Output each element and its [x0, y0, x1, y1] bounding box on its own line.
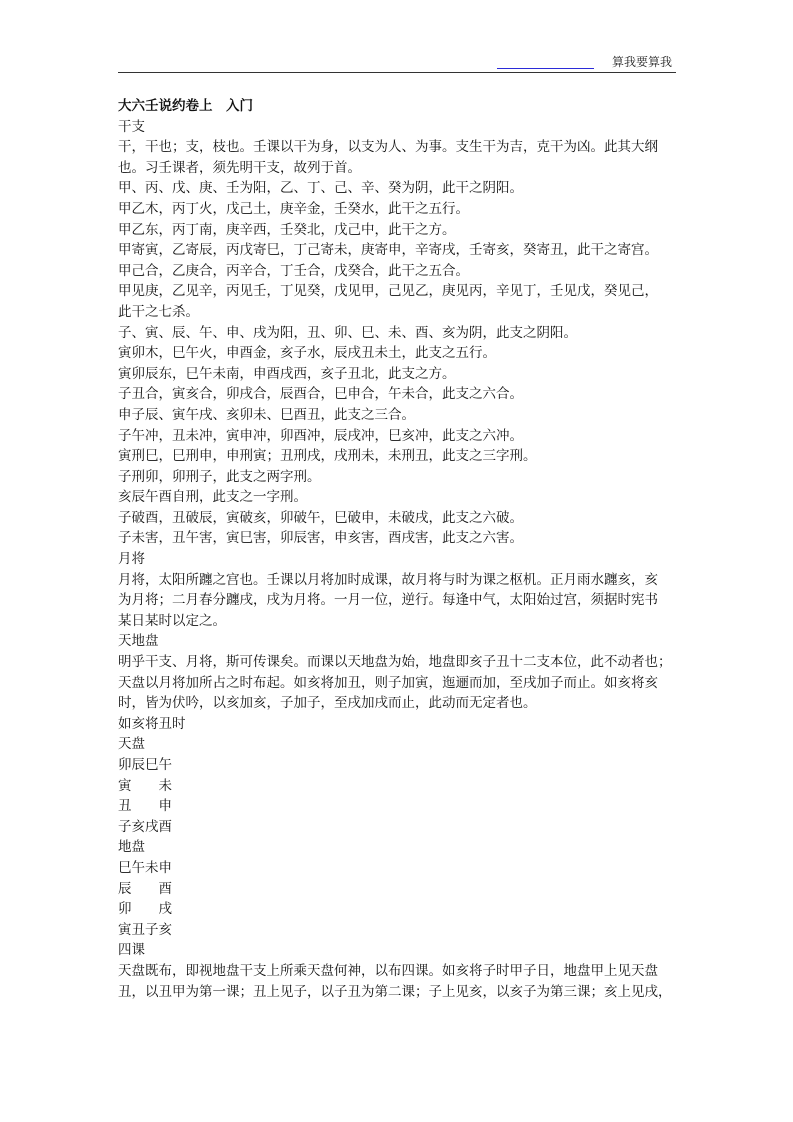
- text-line: 子刑卯，卯刑子，此支之两字刑。: [118, 468, 321, 485]
- text-line: 寅刑巳，巳刑申，申刑寅；丑刑戌，戌刑未，未刑丑，此支之三字刑。: [118, 448, 537, 465]
- text-line: 天盘既布，即视地盘干支上所乘天盘何神，以布四课。如亥将子时甲子日，地盘甲上见天盘: [118, 962, 658, 979]
- text-line: 甲见庚，乙见辛，丙见壬，丁见癸，戊见甲，己见乙，庚见丙，辛见丁，壬见戊，癸见己，: [118, 283, 658, 300]
- text-line: 某日某时以定之。: [118, 612, 226, 629]
- document-body: [118, 96, 680, 1002]
- text-line: 子未害，丑午害，寅巳害，卯辰害，申亥害，酉戌害，此支之六害。: [118, 530, 523, 547]
- text-line: 亥辰午酉自刑，此支之一字刑。: [118, 489, 307, 506]
- text-line: 子丑合，寅亥合，卯戌合，辰酉合，巳申合，午未合，此支之六合。: [118, 386, 523, 403]
- text-line: 天盘: [118, 736, 145, 753]
- text-line: 丑，以丑甲为第一课；丑上见子，以子丑为第二课；子上见亥，以亥子为第三课；亥上见戌，: [118, 983, 672, 1000]
- section-heading: 天地盘: [118, 633, 159, 650]
- text-line: 此干之七杀。: [118, 303, 199, 320]
- text-line: 子破酉，丑破辰，寅破亥，卯破午，巳破申，未破戌，此支之六破。: [118, 509, 523, 526]
- text-line: 寅卯木，巳午火，申酉金，亥子水，辰戌丑未土，此支之五行。: [118, 345, 496, 362]
- text-line: 辰 酉: [118, 880, 172, 897]
- text-line: 明乎干支、月将，斯可传课矣。而课以天地盘为始，地盘即亥子丑十二支本位，此不动者也；: [118, 654, 672, 671]
- text-line: 卯 戌: [118, 901, 172, 918]
- header-rule: [118, 72, 676, 73]
- header-link[interactable]: [497, 68, 594, 69]
- text-line: 子午冲，丑未冲，寅申冲，卯酉冲，辰戌冲，巳亥冲，此支之六冲。: [118, 427, 523, 444]
- text-line: 甲寄寅，乙寄辰，丙戊寄巳，丁己寄未，庚寄申，辛寄戌，壬寄亥，癸寄丑，此干之寄宫。: [118, 242, 658, 259]
- text-line: 巳午未申: [118, 859, 172, 876]
- text-line: 寅卯辰东，巳午未南，申酉戌西，亥子丑北，此支之方。: [118, 365, 456, 382]
- section-heading: 四课: [118, 942, 145, 959]
- text-line: 寅 未: [118, 777, 172, 794]
- text-line: 干，干也；支，枝也。壬课以干为身，以支为人、为事。支生干为吉，克干为凶。此其大纲: [118, 139, 658, 156]
- text-line: 时，皆为伏吟，以亥加亥，子加子，至戌加戌而止，此动而无定者也。: [118, 695, 537, 712]
- text-line: 地盘: [118, 839, 145, 856]
- text-line: 天盘以月将加所占之时布起。如亥将加丑，则子加寅，迤逦而加，至戌加子而止。如亥将亥: [118, 674, 658, 691]
- section-heading: 月将: [118, 551, 145, 568]
- text-line: 卯辰巳午: [118, 757, 172, 773]
- text-line: 甲乙东，丙丁南，庚辛西，壬癸北，戊己中，此干之方。: [118, 221, 456, 238]
- text-line: 为月将；二月春分躔戌，戌为月将。一月一位，逆行。每逢中气，太阳始过宫，须据时宪书: [118, 592, 658, 609]
- text-line: 寅丑子亥: [118, 921, 172, 938]
- text-line: 月将，太阳所躔之宫也。壬课以月将加时成课，故月将与时为课之枢机。正月雨水躔亥，亥: [118, 571, 658, 588]
- section-heading: 干支: [118, 118, 145, 135]
- text-line: 申子辰、寅午戌、亥卯未、巳酉丑，此支之三合。: [118, 406, 415, 423]
- text-line: 丑 申: [118, 798, 172, 815]
- text-line: 甲乙木，丙丁火，戊己土，庚辛金，壬癸水，此干之五行。: [118, 200, 469, 217]
- text-line: 甲、丙、戊、庚、壬为阳，乙、丁、己、辛、癸为阴，此干之阴阳。: [118, 180, 523, 197]
- text-line: 甲己合，乙庚合，丙辛合，丁壬合，戊癸合，此干之五合。: [118, 262, 469, 279]
- text-line: 如亥将丑时: [118, 715, 186, 732]
- document-title: 大六壬说约卷上 入门: [118, 98, 253, 114]
- header-brand: 算我要算我: [612, 55, 673, 69]
- text-line: 子亥戌酉: [118, 818, 172, 835]
- text-line: 子、寅、辰、午、申、戌为阳，丑、卯、巳、未、酉、亥为阴，此支之阴阳。: [118, 324, 577, 341]
- text-line: 也。习壬课者，须先明干支，故列于首。: [118, 159, 361, 176]
